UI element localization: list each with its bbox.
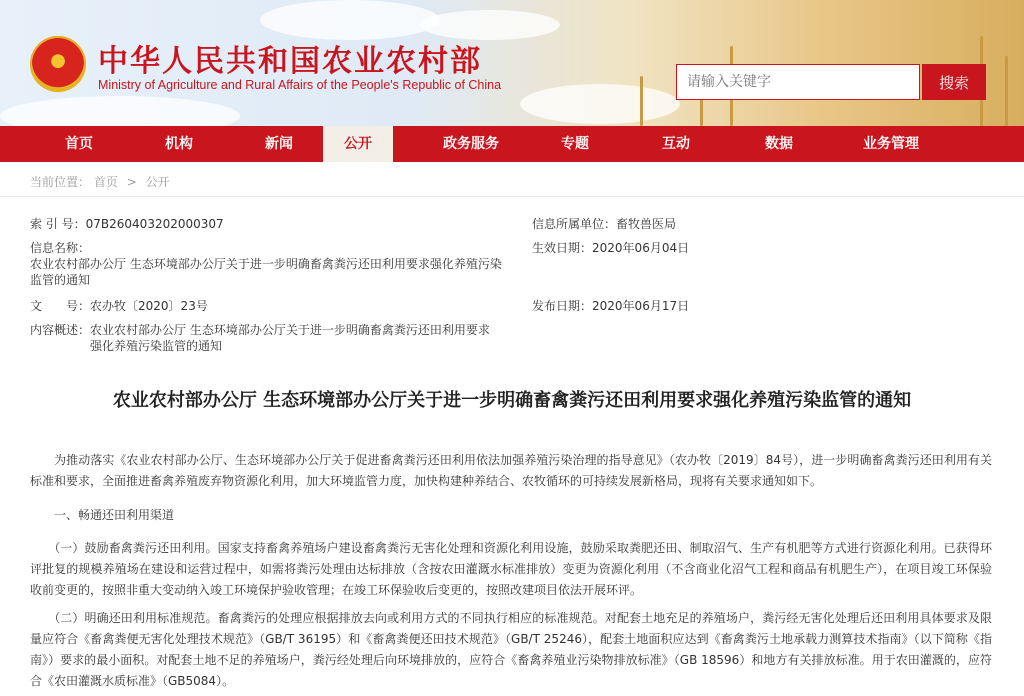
wheat-decoration — [640, 76, 643, 126]
article-paragraph-3: （二）明确还田利用标准规范。畜禽粪污的处理应根据排放去向或利用方式的不同执行相应的标准规范。对配套土地充足的养殖场户，粪污经无害化处理后还田利用具体要求及限量应符合《畜禽粪便无害化处理技术规范》（GB/T 36195）和《畜禽粪便还田技术规范》（GB/T 25246），配套土地面积应达到《畜禽粪污土地承载力测算技术指南》（以下简称《指南》）要求的最小面积。对配套土地不足的养殖场户，粪污经处理后向环境排放的，应符合《畜禽养殖业污染物排放标准》（GB 18596）和地方有关排放标准。用于农田灌溉的，应符合《农田灌溉水质标准》（GB5084）。 — [30, 611, 992, 688]
site-subtitle: Ministry of Agriculture and Rural Affairs of the People's Republic of China — [98, 78, 502, 92]
meta-index-value: 07B260403202000307 — [85, 217, 224, 231]
breadcrumb-home-link[interactable]: 首页 — [93, 175, 118, 189]
nav-item-topics[interactable]: 专题 — [561, 136, 589, 152]
meta-effective-value: 2020年06月04日 — [592, 241, 690, 255]
meta-index-label: 索 引 号： — [30, 217, 86, 231]
nav-item-interaction[interactable]: 互动 — [662, 136, 690, 152]
meta-doc-label: 文 号： — [30, 299, 91, 313]
meta-name-label: 信息名称： — [30, 241, 91, 255]
article-title: 农业农村部办公厅 生态环境部办公厅关于进一步明确畜禽粪污还田利用要求强化养殖污染监管的通知 — [112, 390, 912, 411]
breadcrumb — [30, 173, 170, 190]
article-paragraph-2: （一）鼓励畜禽粪污还田利用。国家支持畜禽养殖场户建设畜禽粪污无害化处理和资源化利用设施，鼓励采取粪肥还田、制取沼气、生产有机肥等方式进行资源化利用。已获得环评批复的规模养殖场在建设和运营过程中，如需将粪污处理由达标排放（含按农田灌溉水标准排放）变更为资源化利用（不含商业化沼气工程和商品有机肥生产），在项目竣工环保验收前变更的，按照非重大变动纳入竣工环境保护验收管理；在竣工环保验收后变更的，按照改建项目依法开展环评。 — [30, 541, 992, 597]
meta-doc-value: 农办牧〔2020〕23号 — [90, 299, 208, 313]
breadcrumb-divider — [0, 196, 1024, 197]
nav-item-data[interactable]: 数据 — [765, 136, 793, 152]
header-banner — [0, 0, 1024, 126]
meta-effective-label: 生效日期： — [532, 241, 593, 255]
cloud-decoration — [520, 84, 680, 124]
search-input[interactable] — [676, 64, 920, 100]
meta-name-value: 农业农村部办公厅 生态环境部办公厅关于进一步明确畜禽粪污还田利用要求强化养殖污染监管的通知 — [30, 257, 502, 287]
article-paragraph-1: 为推动落实《农业农村部办公厅、生态环境部办公厅关于促进畜禽粪污还田利用依法加强养殖污染治理的指导意见》（农办牧〔2019〕84号），进一步明确畜禽粪污还田利用有关标准和要求，全面推进畜禽养殖废弃物资源化利用，加大环境监管力度，加快构建种养结合、农牧循环的可持续发展新格局，现将有关要求通知如下。 — [30, 453, 992, 488]
nav-item-public[interactable]: 公开 — [323, 126, 393, 162]
meta-doc — [30, 298, 208, 314]
breadcrumb-separator: > — [126, 175, 137, 189]
breadcrumb-current-link[interactable]: 公开 — [145, 175, 170, 189]
meta-summary-label: 内容概述： — [30, 323, 91, 337]
meta-unit — [532, 216, 676, 232]
nav-item-institutions[interactable]: 机构 — [165, 136, 193, 152]
nav-item-news[interactable]: 新闻 — [265, 136, 293, 152]
meta-unit-value: 畜牧兽医局 — [616, 217, 677, 231]
national-emblem-icon — [30, 36, 86, 92]
meta-effective — [532, 240, 689, 256]
article-heading-1: 一、畅通还田利用渠道 — [30, 508, 175, 522]
main-nav — [0, 126, 1024, 162]
meta-summary — [30, 322, 500, 354]
cloud-decoration — [0, 96, 240, 126]
breadcrumb-prefix: 当前位置： — [30, 175, 91, 189]
meta-summary-value: 农业农村部办公厅 生态环境部办公厅关于进一步明确畜禽粪污还田利用要求强化养殖污染监管的通知 — [90, 323, 490, 353]
meta-unit-label: 信息所属单位： — [532, 217, 617, 231]
nav-item-home[interactable]: 首页 — [65, 136, 93, 152]
site-title[interactable]: 中华人民共和国农业农村部 — [98, 44, 482, 79]
meta-index — [30, 216, 224, 232]
cloud-decoration — [260, 0, 440, 40]
search-button[interactable]: 搜索 — [922, 64, 986, 100]
meta-name — [30, 240, 510, 288]
wheat-decoration — [1005, 56, 1008, 126]
nav-item-gov-services[interactable]: 政务服务 — [443, 136, 499, 152]
meta-publish-label: 发布日期： — [532, 299, 593, 313]
meta-publish — [532, 298, 689, 314]
nav-item-business[interactable]: 业务管理 — [863, 136, 919, 152]
meta-publish-value: 2020年06月17日 — [592, 299, 690, 313]
